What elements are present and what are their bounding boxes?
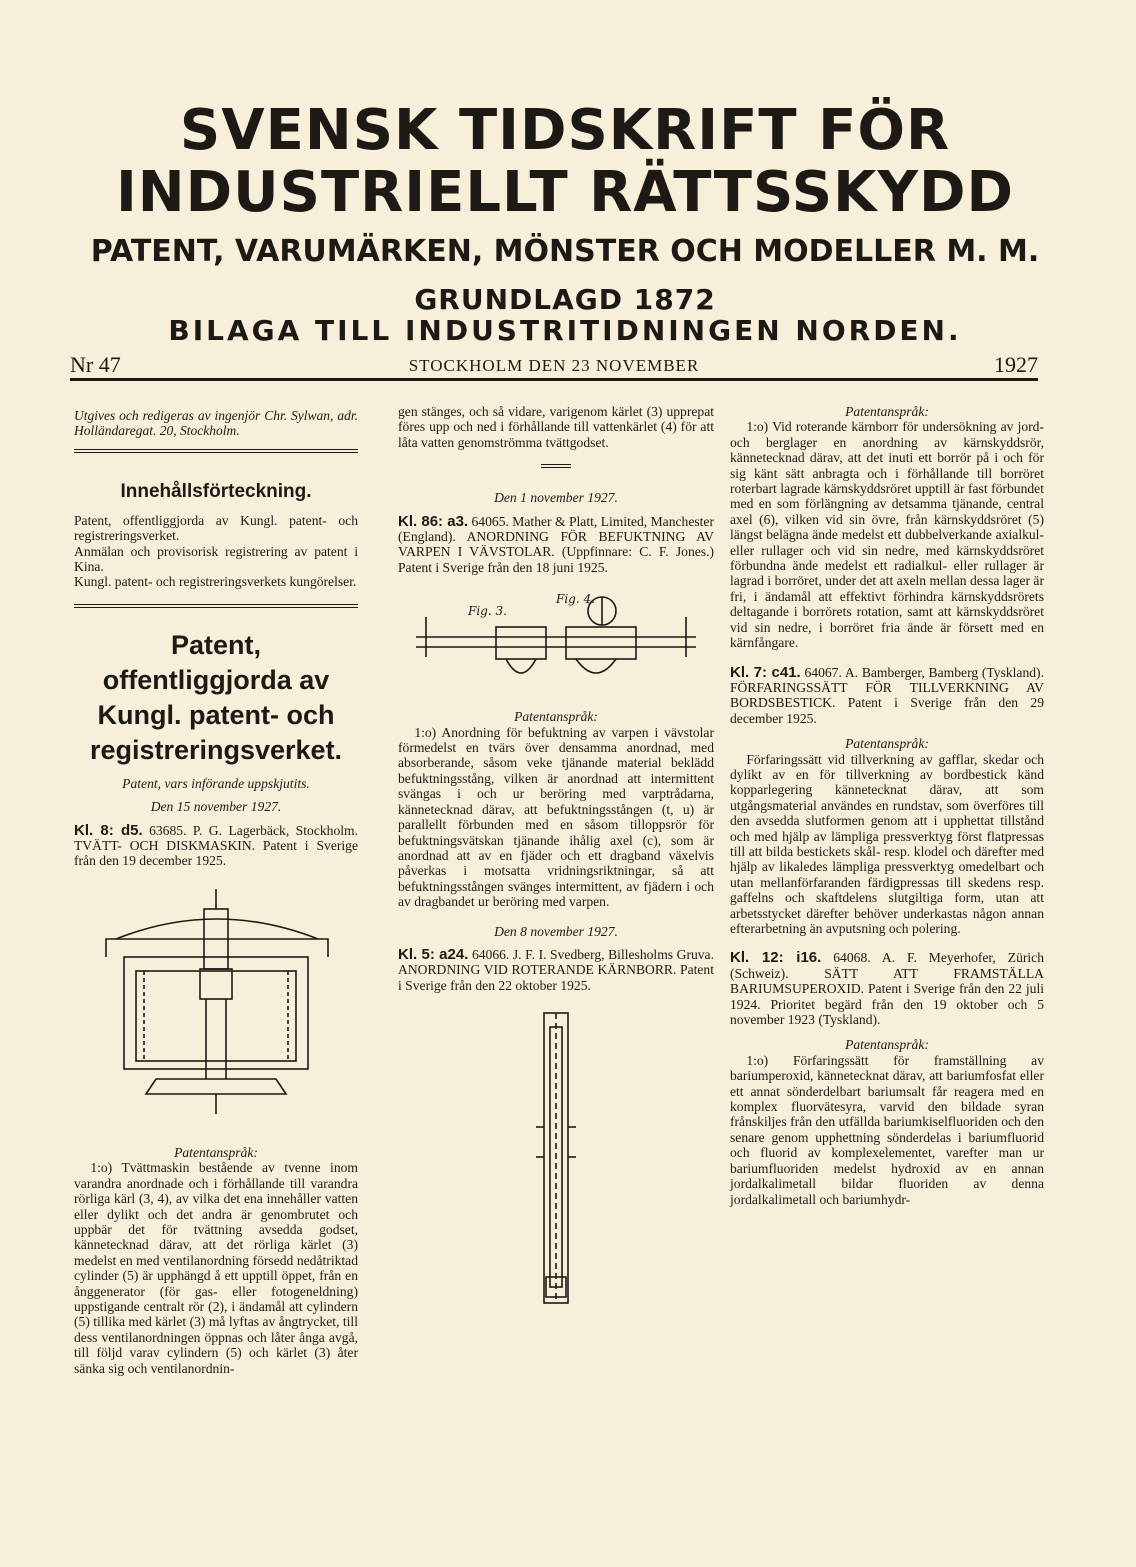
issue-number: Nr 47 bbox=[70, 352, 121, 377]
divider bbox=[74, 604, 358, 608]
masthead-founded: GRUNDLAGD 1872 bbox=[414, 283, 716, 316]
patent-entry bbox=[398, 514, 714, 576]
fig-label: Fig. 4. bbox=[556, 592, 595, 607]
section-subtitle: Patent, vars införande uppskjutits. bbox=[122, 775, 310, 791]
date-heading: Den 1 november 1927. bbox=[494, 490, 618, 506]
claims-text: 1:o) Tvättmaskin bestående av tvenne inom varandra anordnade och i förhållande till varandra rörliga kärl (3, 4), av vilka det ena innehåller vatten eller dylikt och det andra är genombrutet och uppbär det för tvättning avsedda godset, kännetecknad därav, att det rörliga kärlet (3) medelst en med ventilanordning försedd nedåtriktad cylinder (5) är upphängd å ett upptill öppet, från en ånggenerator (för gas- eller fotogeneldning) uppstigande centralt rör (2), i ändamål att cylindern (5) tillika med kärlet (3) må lyftas av ångtrycket, till dess ventilanordningen öppnas och låter ånga avgå, till följd varav cylindern (5) och kärlet (3) åter sänka sig och ventilanordnin- bbox=[74, 1160, 358, 1376]
date-heading: Den 15 november 1927. bbox=[150, 799, 282, 815]
washing-machine-figure bbox=[96, 879, 336, 1129]
place-date: STOCKHOLM DEN 23 NOVEMBER bbox=[408, 356, 700, 375]
class-label: Kl. 5: a24. bbox=[398, 945, 469, 963]
class-label: Kl. 7: c41. bbox=[730, 663, 801, 681]
claims-text: 1:o) Vid roterande kärnborr för undersökning av jord- och berglager en anordning av kärnskyddsrör, kännetecknad därav, att det inuti ett borrör på i och för sig känt sätt anbragta och i förhållande till borröret roterbart lagrade kärnskyddsröret upptill är fast förbundet med en som förlängning av detsamma tjänande, central axel (6), vilken vid sin övre, från kärnskyddsröret (5) längst belägna ände medelst ett dubbelverkande axialkul- eller rullager och vid sin nedre, med kärnskyddsröret förbundna ände medelst ett radialkul- eller rullager är lagrad i borröret, under det att axeln mellan dessa lager är fri, i ändamål att effektivt förhindra kärnskyddsrörets deltagande i borrörets rotation, samt att kärnskyddsröret vid sin nedre, i borröret fria ände är försett med en kärnfångare. bbox=[730, 419, 1044, 651]
warp-moistening-figure bbox=[406, 587, 706, 697]
claims-label: Patentanspråk: bbox=[514, 709, 598, 725]
claims-text: Förfaringssätt vid tillverkning av gafflar, skedar och dylikt av en för tillverkning av bordbestick känd kopparlegering kännetecknat därav, att som utgångsmaterial användes en rundstav, som överföres till den avsedda slutformen genom att i upphettat tillstånd och med hjälp av lämpliga pressverktyg först flatpressas till att bilda bestickets skål- resp. klodel och därefter med hjälp av likaledes lämpliga pressverktyg omedelbart och utan mellanförfaranden färdigpressas till skedens resp. gaffelns och skaftdelens slutgiltiga form, utan att arbetsstycket därefter behöver underkastas någon annan efterarbetning än avputsning och polering. bbox=[730, 751, 1044, 936]
column-2 bbox=[398, 404, 714, 1307]
entry-text: 64065. Mather & Platt, Limited, Manchester (England). ANORDNING FÖR BEFUKTNING AV VARPEN I VÄVSTOLAR. (Uppfinnare: C. F. Jones.) Patent i Sverige från den 18 juni 1925. bbox=[398, 513, 714, 575]
claims-label: Patentanspråk: bbox=[845, 1037, 929, 1053]
claims-label: Patentanspråk: bbox=[845, 404, 929, 419]
column-1 bbox=[74, 408, 358, 1376]
column-3 bbox=[730, 404, 1044, 1207]
masthead-title-line1: SVENSK TIDSKRIFT FÖR bbox=[179, 98, 951, 163]
patent-entry bbox=[398, 947, 714, 993]
class-label: Kl. 86: a3. bbox=[398, 512, 469, 530]
claims-text: 1:o) Förfaringssätt för framställning av bariumperoxid, kännetecknat därav, att bariumfosfat eller ett annat sönderdelbart bariumsalt får reagera med en komplex fluorvätesyra, varvid den bildade syran frånskiljes från den utfällda bariumkiselfluoriden och den senare genom upphettning sönderdelas i bariumfluorid och fluorid av komplexelementet, varefter man ur bariumfluoriden medelst hydroxid av en annan jordalkalimetall bildar fluoriden av denna jordalkalimetall och bariumhydr- bbox=[730, 1052, 1044, 1207]
section-title: Patent, offentliggjorda av Kungl. patent- och registreringsverket. bbox=[89, 629, 343, 765]
divider bbox=[74, 449, 358, 453]
patent-entry bbox=[730, 950, 1044, 1027]
masthead-title-line2: INDUSTRIELLT RÄTTSSKYDD bbox=[115, 160, 1015, 225]
publisher-note: Utgives och redigeras av ingenjör Chr. Sylwan, adr. Holländaregat. 20, Stockholm. bbox=[74, 408, 358, 439]
toc-title: Innehållsförteckning. bbox=[120, 480, 312, 502]
toc-item: Kungl. patent- och registreringsverkets kungörelser. bbox=[74, 574, 357, 590]
class-label: Kl. 12: i16. bbox=[730, 949, 822, 967]
core-drill-figure bbox=[516, 1007, 596, 1307]
fig-label: Fig. 3. bbox=[468, 604, 507, 619]
claims-label: Patentanspråk: bbox=[174, 1144, 258, 1160]
claims-label: Patentanspråk: bbox=[845, 736, 929, 752]
toc-item: Anmälan och provisorisk registrering av patent i Kina. bbox=[74, 543, 358, 575]
continued-text: gen stänges, och så vidare, varigenom kärlet (3) upprepat föres upp och ned i förhållande till vattenkärlet (4) för att låta vatten genomströmma tvättgodset. bbox=[398, 404, 714, 450]
masthead-subtitle: PATENT, VARUMÄRKEN, MÖNSTER OCH MODELLER M. M. bbox=[90, 234, 1040, 269]
short-divider bbox=[541, 464, 571, 468]
claims-text: 1:o) Anordning för befuktning av varpen i vävstolar förmedelst en tvärs över densamma anordnad, med absorberande, såsom veke tjänande material beklädd befuktningsstång, vilken är anordnad att intermittent svängas i och ur beröring med varptrådarna, kännetecknad därav, att befuktningsstången (t, u) är parallellt förbunden med en såsom tilloppsrör för befuktningsvätskan tjänande ihålig axel (c), som är anordnad att av en fjäder och ett dragband växelvis påverkas i motsatta vridningsriktningar, så att befuktningsstången svänges intermittent, av fjädern i och av dragbandet ur beröring med varpen. bbox=[398, 724, 714, 910]
patent-entry bbox=[730, 665, 1044, 727]
toc-item: Patent, offentliggjorda av Kungl. patent- och registreringsverket. bbox=[74, 512, 358, 544]
entry-text: 64068. A. F. Meyerhofer, Zürich (Schweiz). SÄTT ATT FRAMSTÄLLA BARIUMSUPEROXID. Patent i Sverige från den 22 juli 1924. Prioritet begärd från den 19 oktober och 5 november 1923 (Tyskland). bbox=[730, 950, 1044, 1028]
patent-entry bbox=[74, 823, 358, 869]
entry-text: 64066. J. F. I. Svedberg, Billesholms Gruva. ANORDNING VID ROTERANDE KÄRNBORR. Patent i Sverige från den 22 oktober 1925. bbox=[398, 946, 714, 993]
masthead-rule bbox=[70, 378, 1038, 381]
masthead-supplement: BILAGA TILL INDUSTRITIDNINGEN NORDEN. bbox=[168, 314, 962, 347]
date-heading: Den 8 november 1927. bbox=[494, 923, 618, 939]
dateline bbox=[70, 352, 1038, 380]
entry-text: 64067. A. Bamberger, Bamberg (Tyskland). FÖRFARINGSSÄTT FÖR TILLVERKNING AV BORDSBESTICK. Patent i Sverige från den 29 december 1925. bbox=[730, 664, 1044, 726]
issue-year: 1927 bbox=[994, 352, 1038, 377]
entry-text: 63685. P. G. Lagerbäck, Stockholm. TVÄTT- OCH DISKMASKIN. Patent i Sverige från den 19 december 1925. bbox=[74, 822, 358, 869]
class-label: Kl. 8: d5. bbox=[74, 821, 143, 839]
